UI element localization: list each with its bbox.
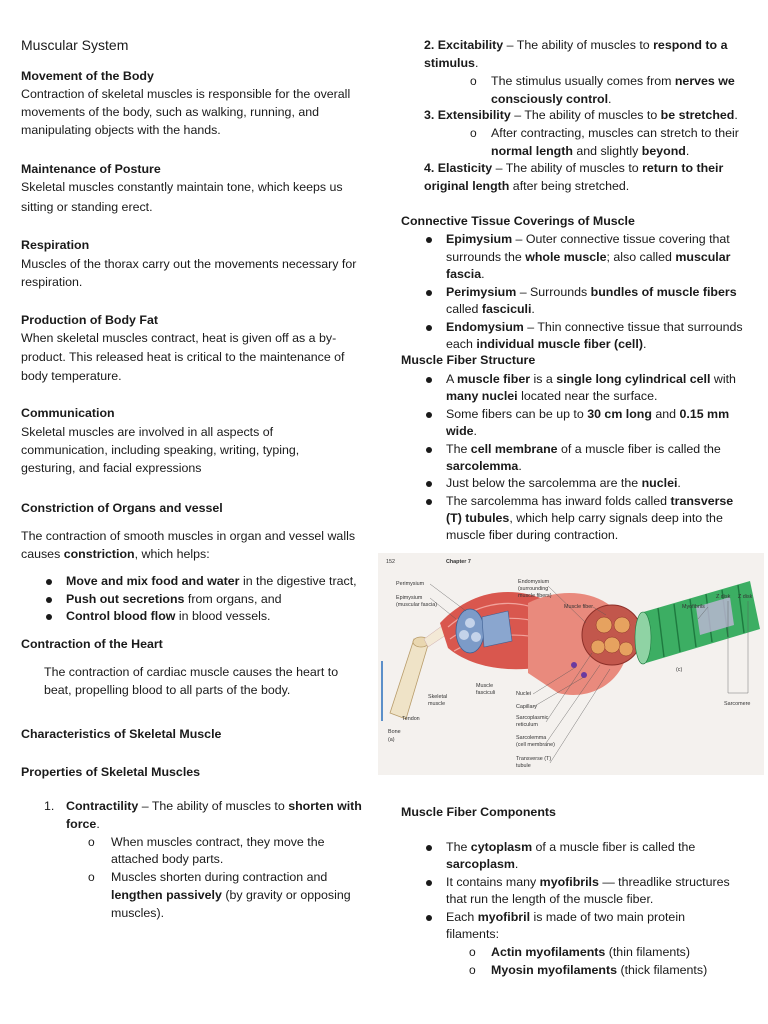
- sub-item: normal length and slightly beyond.: [491, 144, 690, 158]
- svg-text:Perimysium: Perimysium: [396, 581, 425, 587]
- heading-respiration: Respiration: [21, 238, 90, 252]
- list-item: filaments:: [446, 927, 500, 941]
- sub-item: Actin myofilaments (thin filaments): [491, 945, 690, 959]
- paragraph-line: gesturing, and facial expressions: [21, 461, 202, 475]
- list-item: called fasciculi.: [446, 302, 535, 316]
- sub-item: lengthen passively (by gravity or opposing: [111, 888, 351, 902]
- list-item: force.: [66, 817, 100, 831]
- list-item: Move and mix food and water in the digestive tract,: [66, 574, 357, 588]
- list-item: 4. Elasticity – The ability of muscles to return to their: [424, 161, 724, 175]
- list-item: Perimysium – Surrounds bundles of muscle fibers: [446, 285, 737, 299]
- sub-item: The stimulus usually comes from nerves we: [491, 74, 735, 88]
- list-item: Control blood flow in blood vessels.: [66, 609, 271, 623]
- paragraph-line: When skeletal muscles contract, heat is given off as a by-: [21, 331, 337, 345]
- svg-text:(surrounding: (surrounding: [518, 586, 549, 592]
- svg-text:Z disk: Z disk: [716, 594, 731, 600]
- list-item: original length after being stretched.: [424, 179, 630, 193]
- bullet-dot: [426, 237, 432, 243]
- svg-text:Sarcoplasmic: Sarcoplasmic: [516, 715, 549, 721]
- sub-item: Myosin myofilaments (thick filaments): [491, 963, 708, 977]
- paragraph-line: The contraction of smooth muscles in organ and vessel walls: [21, 529, 356, 543]
- bullet-dot: [426, 880, 432, 886]
- svg-text:Muscle fiber: Muscle fiber: [564, 604, 594, 610]
- svg-text:tubule: tubule: [516, 763, 531, 769]
- list-item: sarcoplasm.: [446, 857, 519, 871]
- paragraph-line: beat, propelling blood to all parts of the body.: [44, 683, 291, 697]
- sub-bullet: o: [469, 963, 476, 977]
- list-item: The sarcolemma has inward folds called transverse: [446, 494, 734, 508]
- list-item: Contractility – The ability of muscles to shorten with: [66, 799, 362, 813]
- svg-text:(muscular fascia): (muscular fascia): [396, 602, 438, 608]
- list-item: surrounds the whole muscle; also called muscular: [446, 250, 731, 264]
- sub-item: consciously control.: [491, 92, 612, 106]
- svg-text:Sarcomere: Sarcomere: [724, 701, 751, 707]
- heading-fiber-structure: Muscle Fiber Structure: [401, 353, 536, 367]
- svg-text:Tendon: Tendon: [402, 716, 420, 722]
- list-item: wide.: [446, 424, 477, 438]
- svg-text:Bone: Bone: [388, 729, 401, 735]
- list-item: fascia.: [446, 267, 485, 281]
- sub-bullet: o: [470, 74, 477, 88]
- page-title: Muscular System: [21, 37, 129, 53]
- list-item: 3. Extensibility – The ability of muscles to be stretched.: [424, 108, 738, 122]
- sub-item: After contracting, muscles can stretch to their: [491, 126, 739, 140]
- bullet-dot: [426, 499, 432, 505]
- bullet-dot: [426, 290, 432, 296]
- list-number: 1.: [44, 799, 55, 813]
- heading-communication: Communication: [21, 406, 115, 420]
- sub-item: Muscles shorten during contraction and: [111, 870, 328, 884]
- paragraph-line: causes constriction, which helps:: [21, 547, 210, 561]
- list-item: that run the length of the muscle fiber.: [446, 892, 654, 906]
- bullet-dot: [46, 614, 52, 620]
- heading-connective-tissue: Connective Tissue Coverings of Muscle: [401, 214, 635, 228]
- svg-text:reticulum: reticulum: [516, 722, 538, 728]
- bullet-dot: [426, 845, 432, 851]
- svg-text:muscle: muscle: [428, 701, 446, 707]
- list-item: Push out secretions from organs, and: [66, 592, 282, 606]
- svg-text:Skeletal: Skeletal: [428, 694, 448, 700]
- svg-text:Myofibrils: Myofibrils: [682, 604, 705, 610]
- list-item: (T) tubules, which help carry signals deep into the: [446, 511, 723, 525]
- svg-text:fasciculi: fasciculi: [476, 690, 496, 696]
- bullet-dot: [46, 579, 52, 585]
- sub-item: attached body parts.: [111, 852, 224, 866]
- sub-bullet: o: [469, 945, 476, 959]
- bullet-dot: [426, 412, 432, 418]
- paragraph-line: movements of the body, such as walking, running, and: [21, 105, 320, 119]
- paragraph-line: communication, including speaking, writing, typing,: [21, 443, 300, 457]
- svg-text:(a): (a): [388, 737, 395, 743]
- paragraph-line: manipulating objects with the hands.: [21, 123, 221, 137]
- svg-text:Endomysium: Endomysium: [518, 579, 550, 585]
- bullet-dot: [426, 325, 432, 331]
- sub-bullet: o: [88, 870, 95, 884]
- list-item: each individual muscle fiber (cell).: [446, 337, 647, 351]
- paragraph-line: The contraction of cardiac muscle causes the heart to: [44, 665, 339, 679]
- list-item: many nuclei located near the surface.: [446, 389, 658, 403]
- list-item: muscle fiber during contraction.: [446, 528, 619, 542]
- heading-posture: Maintenance of Posture: [21, 162, 161, 176]
- list-item: Endomysium – Thin connective tissue that surrounds: [446, 320, 743, 334]
- heading-body-fat: Production of Body Fat: [21, 313, 158, 327]
- paragraph-line: product. This released heat is critical to the maintenance of: [21, 350, 345, 364]
- paragraph-line: body temperature.: [21, 369, 122, 383]
- heading-movement: Movement of the Body: [21, 69, 154, 83]
- heading-properties: Properties of Skeletal Muscles: [21, 765, 201, 779]
- sub-bullet: o: [88, 835, 95, 849]
- paragraph-line: respiration.: [21, 275, 83, 289]
- svg-text:Transverse (T): Transverse (T): [516, 756, 552, 762]
- list-item: stimulus.: [424, 56, 479, 70]
- figure-page-number: 152: [386, 559, 395, 565]
- paragraph-line: Muscles of the thorax carry out the movements necessary for: [21, 257, 357, 271]
- figure-chapter: Chapter 7: [446, 559, 471, 565]
- paragraph-line: sitting or standing erect.: [21, 200, 153, 214]
- bullet-dot: [46, 597, 52, 603]
- heading-heart: Contraction of the Heart: [21, 637, 163, 651]
- bullet-dot: [426, 481, 432, 487]
- list-item: Some fibers can be up to 30 cm long and 0.15 mm: [446, 407, 730, 421]
- svg-text:Sarcolemma: Sarcolemma: [516, 735, 547, 741]
- muscle-anatomy-figure: [378, 553, 764, 775]
- svg-text:Epimysium: Epimysium: [396, 595, 423, 601]
- bullet-dot: [426, 447, 432, 453]
- list-item: sarcolemma.: [446, 459, 522, 473]
- list-item: It contains many myofibrils — threadlike structures: [446, 875, 730, 889]
- heading-characteristics: Characteristics of Skeletal Muscle: [21, 727, 222, 741]
- paragraph-line: Skeletal muscles constantly maintain tone, which keeps us: [21, 180, 343, 194]
- svg-text:(c): (c): [676, 667, 683, 673]
- sub-bullet: o: [470, 126, 477, 140]
- list-item: The cell membrane of a muscle fiber is called the: [446, 442, 721, 456]
- paragraph-line: Skeletal muscles are involved in all aspects of: [21, 425, 274, 439]
- sub-item: muscles).: [111, 906, 165, 920]
- bullet-dot: [426, 915, 432, 921]
- svg-text:Capillary: Capillary: [516, 704, 537, 710]
- sub-item: When muscles contract, they move the: [111, 835, 325, 849]
- svg-text:Z disk: Z disk: [738, 594, 753, 600]
- bullet-dot: [426, 377, 432, 383]
- list-item: 2. Excitability – The ability of muscles to respond to a: [424, 38, 728, 52]
- paragraph-line: Contraction of skeletal muscles is responsible for the overall: [21, 87, 351, 101]
- heading-fiber-components: Muscle Fiber Components: [401, 805, 556, 819]
- svg-text:(cell membrane): (cell membrane): [516, 742, 555, 748]
- list-item: Just below the sarcolemma are the nuclei.: [446, 476, 681, 490]
- svg-text:Muscle: Muscle: [476, 683, 494, 689]
- list-item: A muscle fiber is a single long cylindrical cell with: [446, 372, 736, 386]
- list-item: Each myofibril is made of two main protein: [446, 910, 685, 924]
- heading-constriction: Constriction of Organs and vessel: [21, 501, 223, 515]
- list-item: The cytoplasm of a muscle fiber is called the: [446, 840, 696, 854]
- svg-text:Nuclei: Nuclei: [516, 691, 531, 697]
- svg-text:muscle fibers): muscle fibers): [518, 593, 552, 599]
- list-item: Epimysium – Outer connective tissue covering that: [446, 232, 730, 246]
